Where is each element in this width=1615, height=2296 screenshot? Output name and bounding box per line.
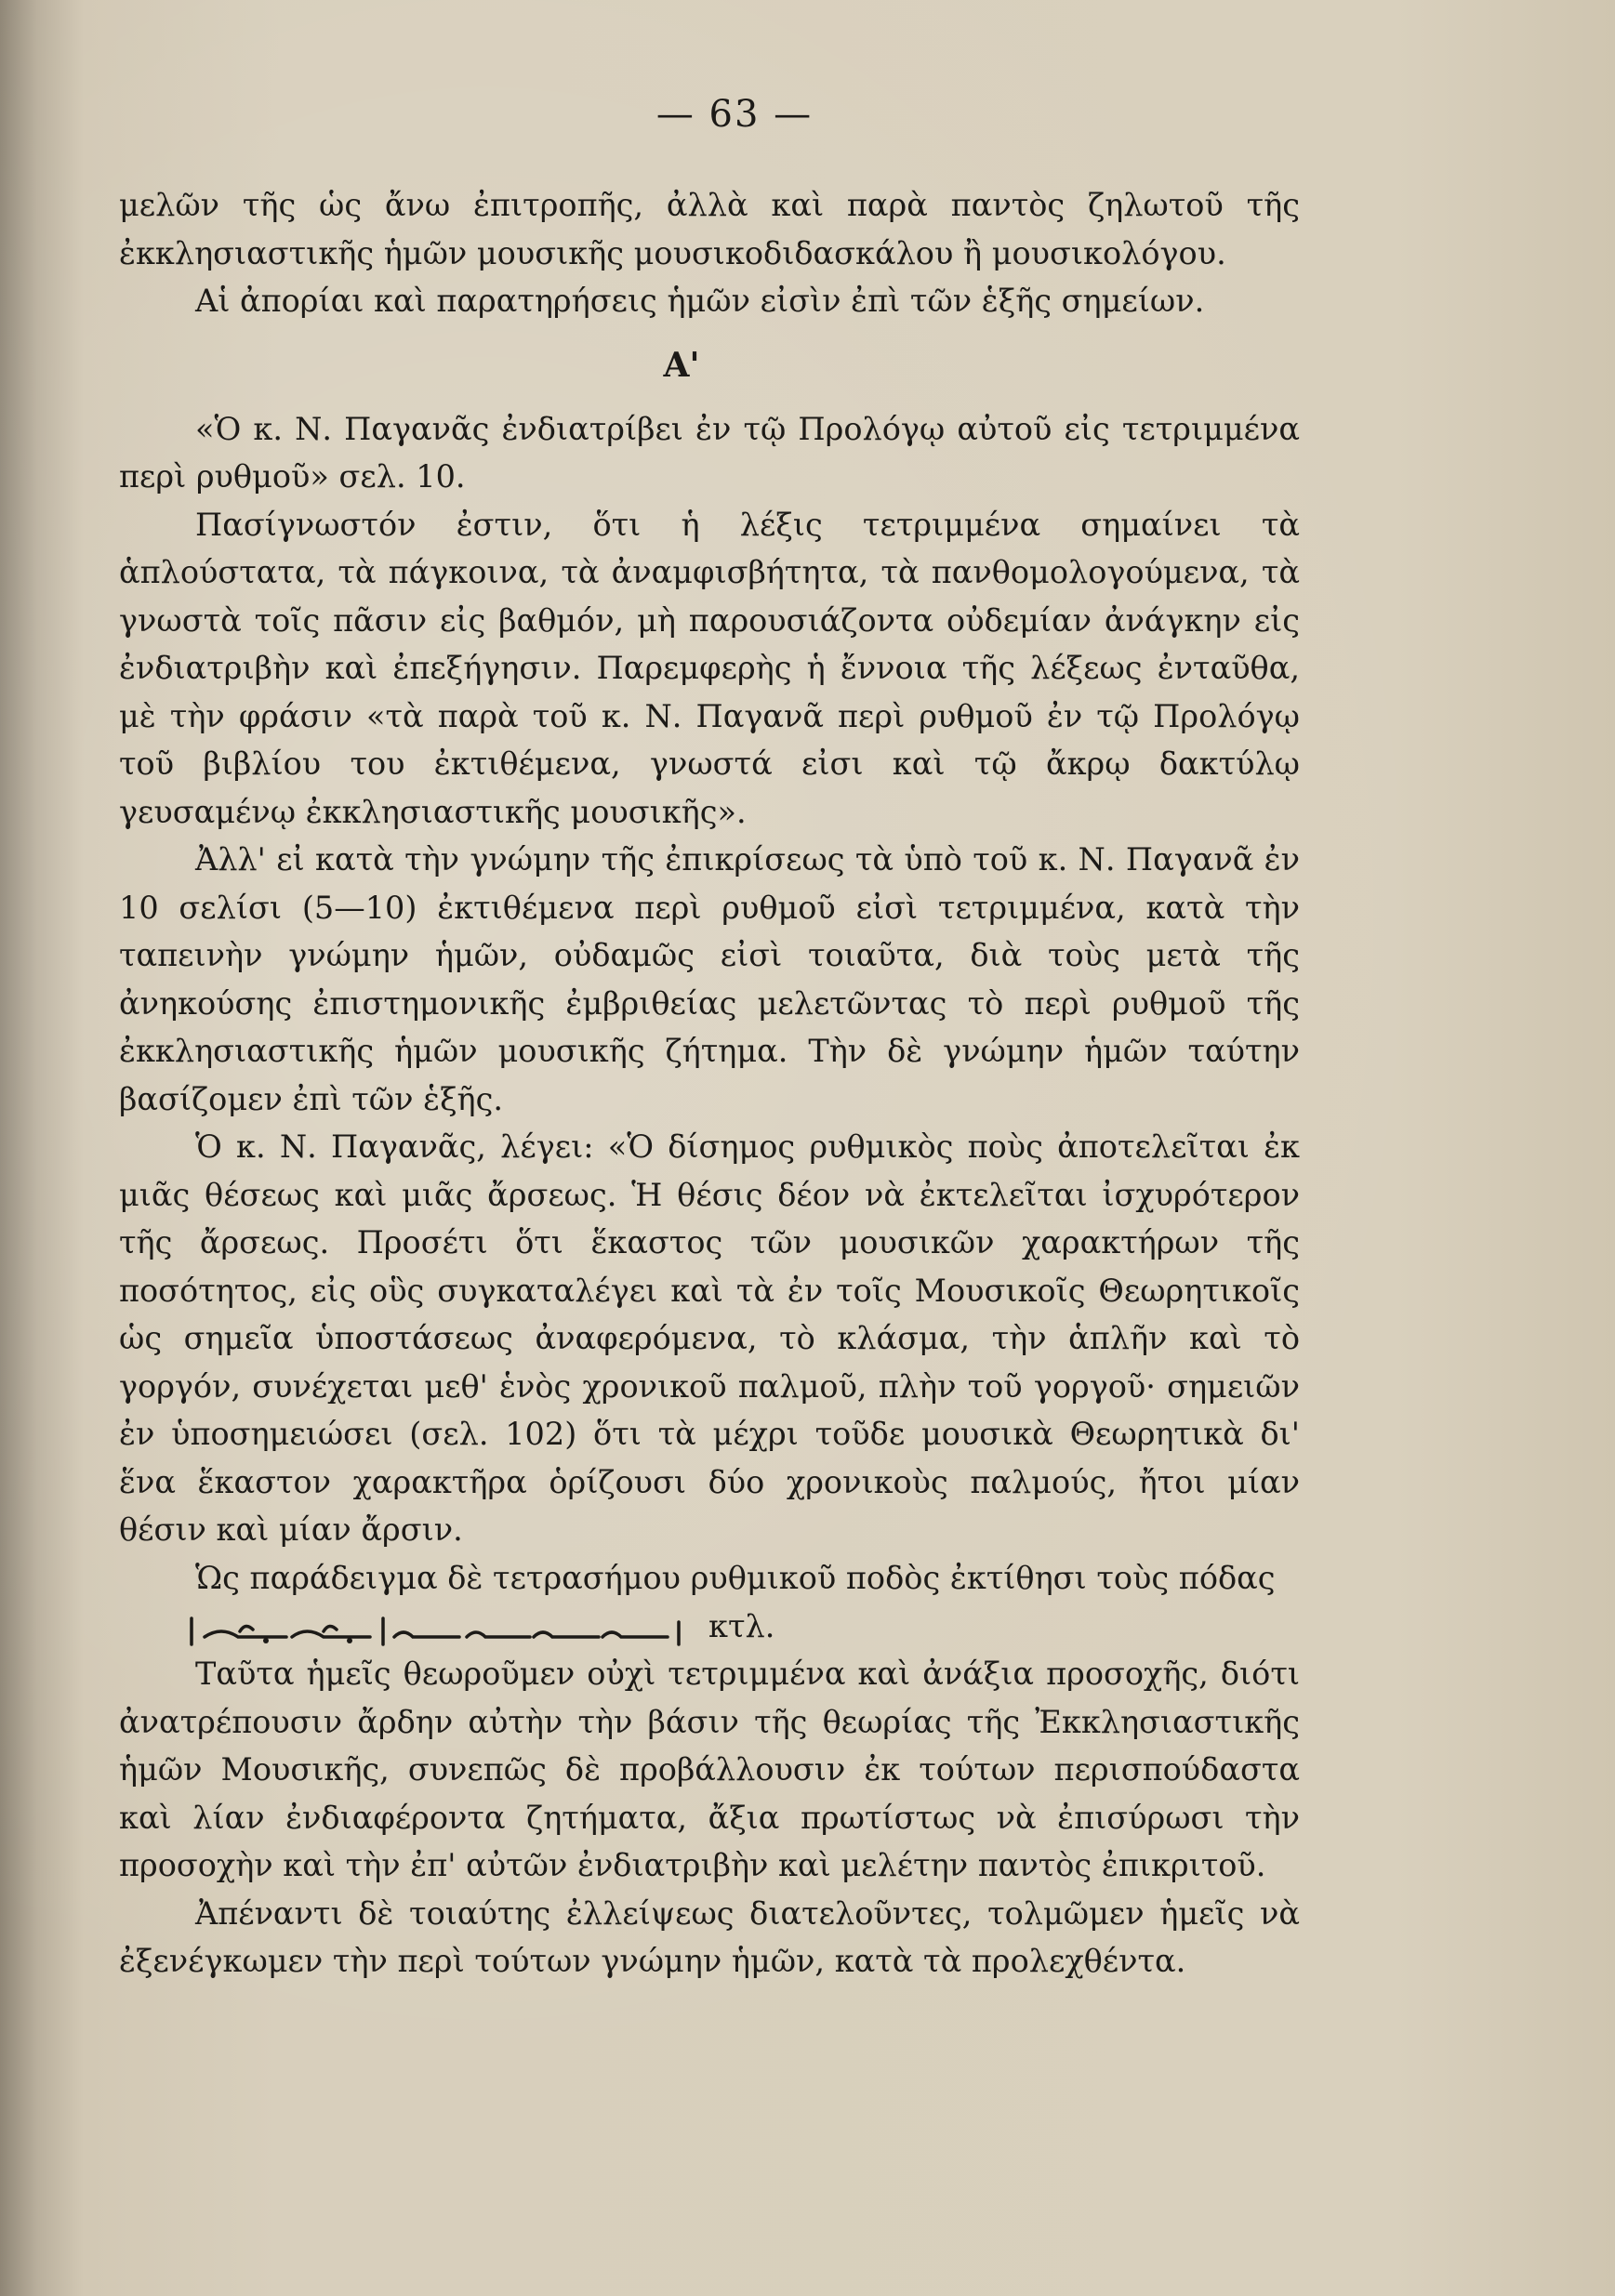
paragraph-final: Ἀπέναντι δὲ τοιαύτης ἐλλείψεως διατελοῦντες, τολμῶμεν ἡμεῖς νὰ ἐξενέγκωμεν τὴν περὶ τούτων γνώμην ἡμῶν, κατὰ τὰ προλεχθέντα. bbox=[119, 1894, 1300, 1979]
paragraph-objections: Αἱ ἀπορίαι καὶ παρατηρήσεις ἡμῶν εἰσὶν ἐπὶ τῶν ἑξῆς σημείων. bbox=[195, 283, 1205, 319]
section-heading: Α' bbox=[663, 345, 700, 385]
paragraph-quote: «Ὁ κ. Ν. Παγανᾶς ἐνδιατρίβει ἐν τῷ Προλόγῳ αὐτοῦ εἰς τετριμμένα περὶ ρυθμοῦ» σελ. 10. bbox=[119, 410, 1300, 495]
paragraph-intro: μελῶν τῆς ὡς ἄνω ἐπιτροπῆς, ἀλλὰ καὶ παρὰ παντὸς ζηλωτοῦ τῆς ἐκκλησιαστικῆς ἡμῶν μουσικῆς μουσικοδιδασκάλου ἢ μουσικολόγου. bbox=[119, 187, 1300, 271]
neume-notation-line bbox=[119, 1602, 1300, 1650]
neume-foot-icon bbox=[184, 1605, 463, 1650]
paragraph-rhythm-theory: Ὁ κ. Ν. Παγανᾶς, λέγει: «Ὁ δίσημος ρυθμικὸς ποὺς ἀποτελεῖται ἐκ μιᾶς θέσεως καὶ μιᾶς ἄρσεως. Ἡ θέσις δέον νὰ ἐκτελεῖται ἰσχυρότερον τῆς ἄρσεως. Προσέτι ὅτι ἕκαστος τῶν μουσικῶν χαρακτήρων τῆς ποσότητος, εἰς οὓς συγκαταλέγει καὶ τὰ ἐν τοῖς Μουσικοῖς Θεωρητικοῖς ὡς σημεῖα ὑποστάσεως ἀναφερόμενα, τὸ κλάσμα, τὴν ἁπλῆν καὶ τὸ γοργόν, συνέχεται μεθ' ἑνὸς χρονικοῦ παλμοῦ, πλὴν τοῦ γοργοῦ· σημειῶν ἐν ὑποσημειώσει (σελ. 102) ὅτι τὰ μέχρι τοῦδε μουσικὰ Θεωρητικὰ δι' ἕνα ἕκαστον χαρακτῆρα ὁρίζουσι δύο χρονικοὺς παλμούς, ἤτοι μίαν θέσιν καὶ μίαν ἄρσιν. bbox=[119, 1128, 1300, 1548]
body-text bbox=[119, 181, 1300, 1986]
paragraph-definition: Πασίγνωστόν ἐστιν, ὅτι ἡ λέξις τετριμμένα σημαίνει τὰ ἁπλούστατα, τὰ πάγκοινα, τὰ ἀναμφισβήτητα, τὰ πανθομολογούμενα, τὰ γνωστὰ τοῖς πᾶσιν εἰς βαθμόν, μὴ παρουσιάζοντα οὐδεμίαν ἀνάγκην εἰς ἐνδιατριβὴν καὶ ἐπεξήγησιν. Παρεμφερὴς ἡ ἔννοια τῆς λέξεως ἐνταῦθα, μὲ τὴν φράσιν «τὰ παρὰ τοῦ κ. Ν. Παγανᾶ περὶ ρυθμοῦ ἐν τῷ Προλόγῳ τοῦ βιβλίου του ἐκτιθέμενα, γνωστά εἰσι καὶ τῷ ἄκρῳ δακτύλῳ γευσαμένῳ ἐκκλησιαστικῆς μουσικῆς». bbox=[119, 506, 1300, 830]
paragraph-conclusion: Ταῦτα ἡμεῖς θεωροῦμεν οὐχὶ τετριμμένα καὶ ἀνάξια προσοχῆς, διότι ἀνατρέπουσιν ἄρδην αὐτὴν τὴν βάσιν τῆς θεωρίας τῆς Ἐκκλησιαστικῆς ἡμῶν Μουσικῆς, συνεπῶς δὲ προβάλλουσιν ἐκ τούτων περισπούδαστα καὶ λίαν ἐνδιαφέροντα ζητήματα, ἄξια πρωτίστως νὰ ἐπισύρωσι τὴν προσοχὴν καὶ τὴν ἐπ' αὐτῶν ἐνδιατριβὴν καὶ μελέτην παντὸς ἐπικριτοῦ. bbox=[119, 1656, 1300, 1883]
neume-foot-icon bbox=[463, 1605, 686, 1650]
paragraph-opinion: Ἀλλ' εἰ κατὰ τὴν γνώμην τῆς ἐπικρίσεως τὰ ὑπὸ τοῦ κ. Ν. Παγανᾶ ἐν 10 σελίσι (5—10) ἐκτιθέμενα περὶ ρυθμοῦ εἰσὶ τετριμμένα, κατὰ τὴν ταπεινὴν γνώμην ἡμῶν, οὐδαμῶς εἰσὶ τοιαῦτα, διὰ τοὺς μετὰ τῆς ἀνηκούσης ἐπιστημονικῆς ἐμβριθείας μελετῶντας τὸ περὶ ρυθμοῦ τῆς ἐκκλησιαστικῆς ἡμῶν μουσικῆς ζήτημα. Τὴν δὲ γνώμην ἡμῶν ταύτην βασίζομεν ἐπὶ τῶν ἑξῆς. bbox=[119, 841, 1300, 1117]
page-number: — 63 — bbox=[655, 93, 814, 136]
notation-suffix: κτλ. bbox=[708, 1607, 775, 1644]
paragraph-example-intro: Ὡς παράδειγμα δὲ τετρασήμου ρυθμικοῦ ποδὸς ἐκτίθησι τοὺς πόδας bbox=[195, 1559, 1276, 1596]
